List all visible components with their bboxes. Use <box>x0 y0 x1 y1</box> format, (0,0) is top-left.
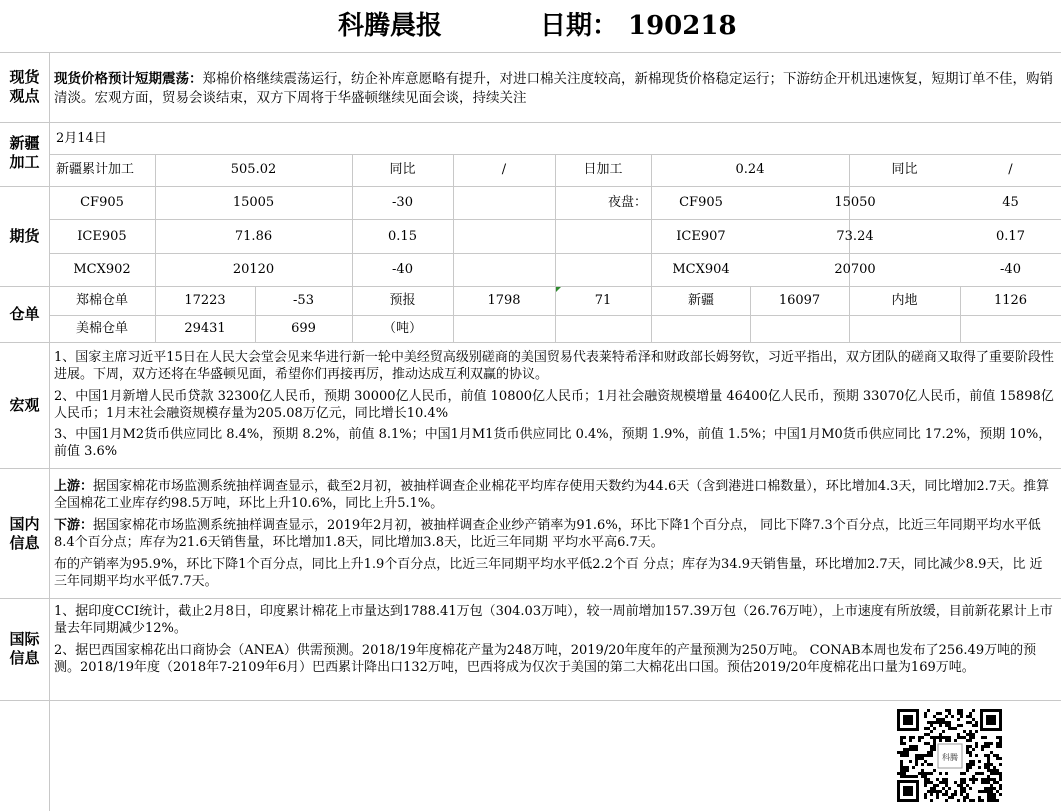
xinjiang-yoy-value: / <box>501 162 507 177</box>
spot-headline: 现货价格预计短期震荡： <box>54 71 203 87</box>
futures-day-price-1: 15005 <box>232 195 275 210</box>
xinjiang-daily-label: 日加工 <box>583 162 623 177</box>
macro-item-2: 2、中国1月新增人民币贷款 32300亿人民币，预期 30000亿人民币，前值 10800亿人民币；1月社会融资规模增量 46400亿人民币，预期 33070亿人民币，前值 15898亿人民币；1月末社会融资规模存量为205.08万亿元，同比增长10.4% <box>54 389 1054 422</box>
xinjiang-yoy-label: 同比 <box>389 162 416 177</box>
section-label-xinjiang: 新疆加工 <box>9 134 40 171</box>
xinjiang-cumulative-label: 新疆累计加工 <box>56 162 135 177</box>
futures-day-price-3: 20120 <box>232 262 275 277</box>
forecast-change: 71 <box>594 293 612 308</box>
spot-view <box>54 70 1054 108</box>
inland-receipt-value: 1126 <box>993 293 1028 308</box>
forecast-value: 1798 <box>487 293 521 308</box>
downstream-text: 据国家棉花市场监测系统抽样调查显示，2019年2月初，被抽样调查企业纱产销率为91.6%，环比下降1个百分点， 同比下降7.3个百分点，比近三年同期平均水平低8.4个百分点；库存为21.6天销售量，环比增加1.8天，同比增加3.8天，比近三年同期 平均水平高6.7天。 <box>54 518 1041 551</box>
xinjiang-daily-yoy-label: 同比 <box>891 162 918 177</box>
futures-night-price-3: 20700 <box>834 262 876 277</box>
section-label-spot: 现货观点 <box>9 68 40 105</box>
unit-label: （吨） <box>382 321 422 336</box>
xinjiang-cumulative-value: 505.02 <box>230 162 277 177</box>
futures-night-name-3: MCX904 <box>672 262 730 277</box>
upstream-label: 上游： <box>54 479 94 494</box>
futures-night-change-2: 0.17 <box>996 229 1025 244</box>
qr-code-icon <box>895 707 1004 804</box>
futures-day-name-3: MCX902 <box>73 262 131 277</box>
report-title: 科腾晨报 <box>338 11 443 41</box>
futures-night-change-1: 45 <box>1002 195 1019 210</box>
xinjiang-daily-value: 0.24 <box>735 162 765 177</box>
macro-item-1: 1、国家主席习近平15日在人民大会堂会见来华进行新一轮中美经贸高级别磋商的美国贸易代表莱特希泽和财政部长姆努钦，习近平指出，双方团队的磋商又取得了重要阶段性进展。下周，双方还将在华盛顿见面，希望你们再接再厉，推动达成互利双赢的协议。 <box>54 350 1054 383</box>
futures-night-name-1: CF905 <box>679 195 723 210</box>
qr-center-logo: 科腾 <box>942 753 958 762</box>
section-label-futures: 期货 <box>9 227 40 245</box>
section-label-international: 国际信息 <box>9 630 40 667</box>
spot-text: 郑棉价格继续震荡运行，纺企补库意愿略有提升，对进口棉关注度较高，新棉现货价格稳定运行；下游纺企开机迅速恢复，短期订单不佳，购销清淡。宏观方面，贸易会谈结束，双方下周将于华盛顿继续见面会谈，持续关注 <box>54 71 1053 106</box>
futures-night-price-2: 73.24 <box>836 229 874 244</box>
xinjiang-daily-yoy-value: / <box>1008 162 1013 177</box>
xinjiang-date: 2月14日 <box>56 131 107 146</box>
futures-day-change-1: -30 <box>392 195 413 210</box>
us-receipt-label: 美棉仓单 <box>75 321 128 336</box>
section-label-domestic: 国内信息 <box>9 515 40 552</box>
domestic-cloth: 布的产销率为95.9%，环比下降1个百分点，同比上升1.9个百分点，比近三年同期平均水平低2.2个百 分点；库存为34.9天销售量，环比增加2.7天，同比减少8.9天，比 近三年同期平均水平低7.7天。 <box>54 557 1043 590</box>
forecast-label: 预报 <box>389 293 416 308</box>
xinjiang-receipt-value: 16097 <box>778 293 821 308</box>
futures-night-price-1: 15050 <box>834 195 876 210</box>
zheng-receipt-label: 郑棉仓单 <box>75 293 128 308</box>
zheng-receipt-value: 17223 <box>184 293 226 308</box>
xinjiang-receipt-label: 新疆 <box>687 293 714 308</box>
domestic-downstream <box>54 517 1054 552</box>
section-label-warehouse: 仓单 <box>9 305 40 323</box>
futures-day-change-2: 0.15 <box>388 229 417 244</box>
zheng-receipt-change: -53 <box>293 293 314 308</box>
domestic-upstream <box>54 478 1054 513</box>
futures-day-name-2: ICE905 <box>77 229 127 244</box>
macro-item-3: 3、中国1月M2货币供应同比 8.4%，预期 8.2%，前值 8.1%；中国1月M1货币供应同比 0.4%，预期 1.9%，前值 1.5%；中国1月M0货币供应同比 17.2%，预期 10%，前值 3.6% <box>54 427 1052 460</box>
inland-receipt-label: 内地 <box>891 293 918 308</box>
us-receipt-change: 699 <box>291 321 316 336</box>
section-label-macro: 宏观 <box>9 396 40 414</box>
futures-night-change-3: -40 <box>1000 262 1021 277</box>
intl-item-2: 2、据巴西国家棉花出口商协会（ANEA）供需预测。2018/19年度棉花产量为248万吨，2019/20年度年的产量预测为250万吨。 CONAB本周也发布了256.49万吨的预测。2018/19年度（2018年7-2109年6月）巴西累计降出口132万吨，巴西将成为仅次于美国的第二大棉花出口国。预估2019/20年度棉花出口量为169万吨。 <box>54 643 1037 676</box>
intl-item-1: 1、据印度CCI统计，截止2月8日，印度累计棉花上市量达到1788.41万包（304.03万吨），较一周前增加157.39万包（26.76万吨），上市速度有所放缓，目前新花累计上市量去年同期减少12%。 <box>54 604 1053 637</box>
futures-day-price-2: 71.86 <box>234 229 273 244</box>
futures-day-name-1: CF905 <box>80 195 124 210</box>
report-date-label: 日期： <box>540 11 619 41</box>
us-receipt-value: 29431 <box>184 321 226 336</box>
report-date: 190218 <box>628 11 737 41</box>
downstream-label: 下游： <box>54 518 94 533</box>
upstream-text: 据国家棉花市场监测系统抽样调查显示，截至2月初，被抽样调查企业棉花平均库存使用天数约为44.6天（含到港进口棉数量），环比增加4.3天，同比增加2.7天。推算全国棉花工业库存约98.5万吨，环比上升10.6%，同比上升5.1%。 <box>54 479 1050 512</box>
futures-day-change-3: -40 <box>392 262 413 277</box>
futures-night-label: 夜盘： <box>607 195 647 210</box>
futures-night-name-2: ICE907 <box>676 229 726 244</box>
